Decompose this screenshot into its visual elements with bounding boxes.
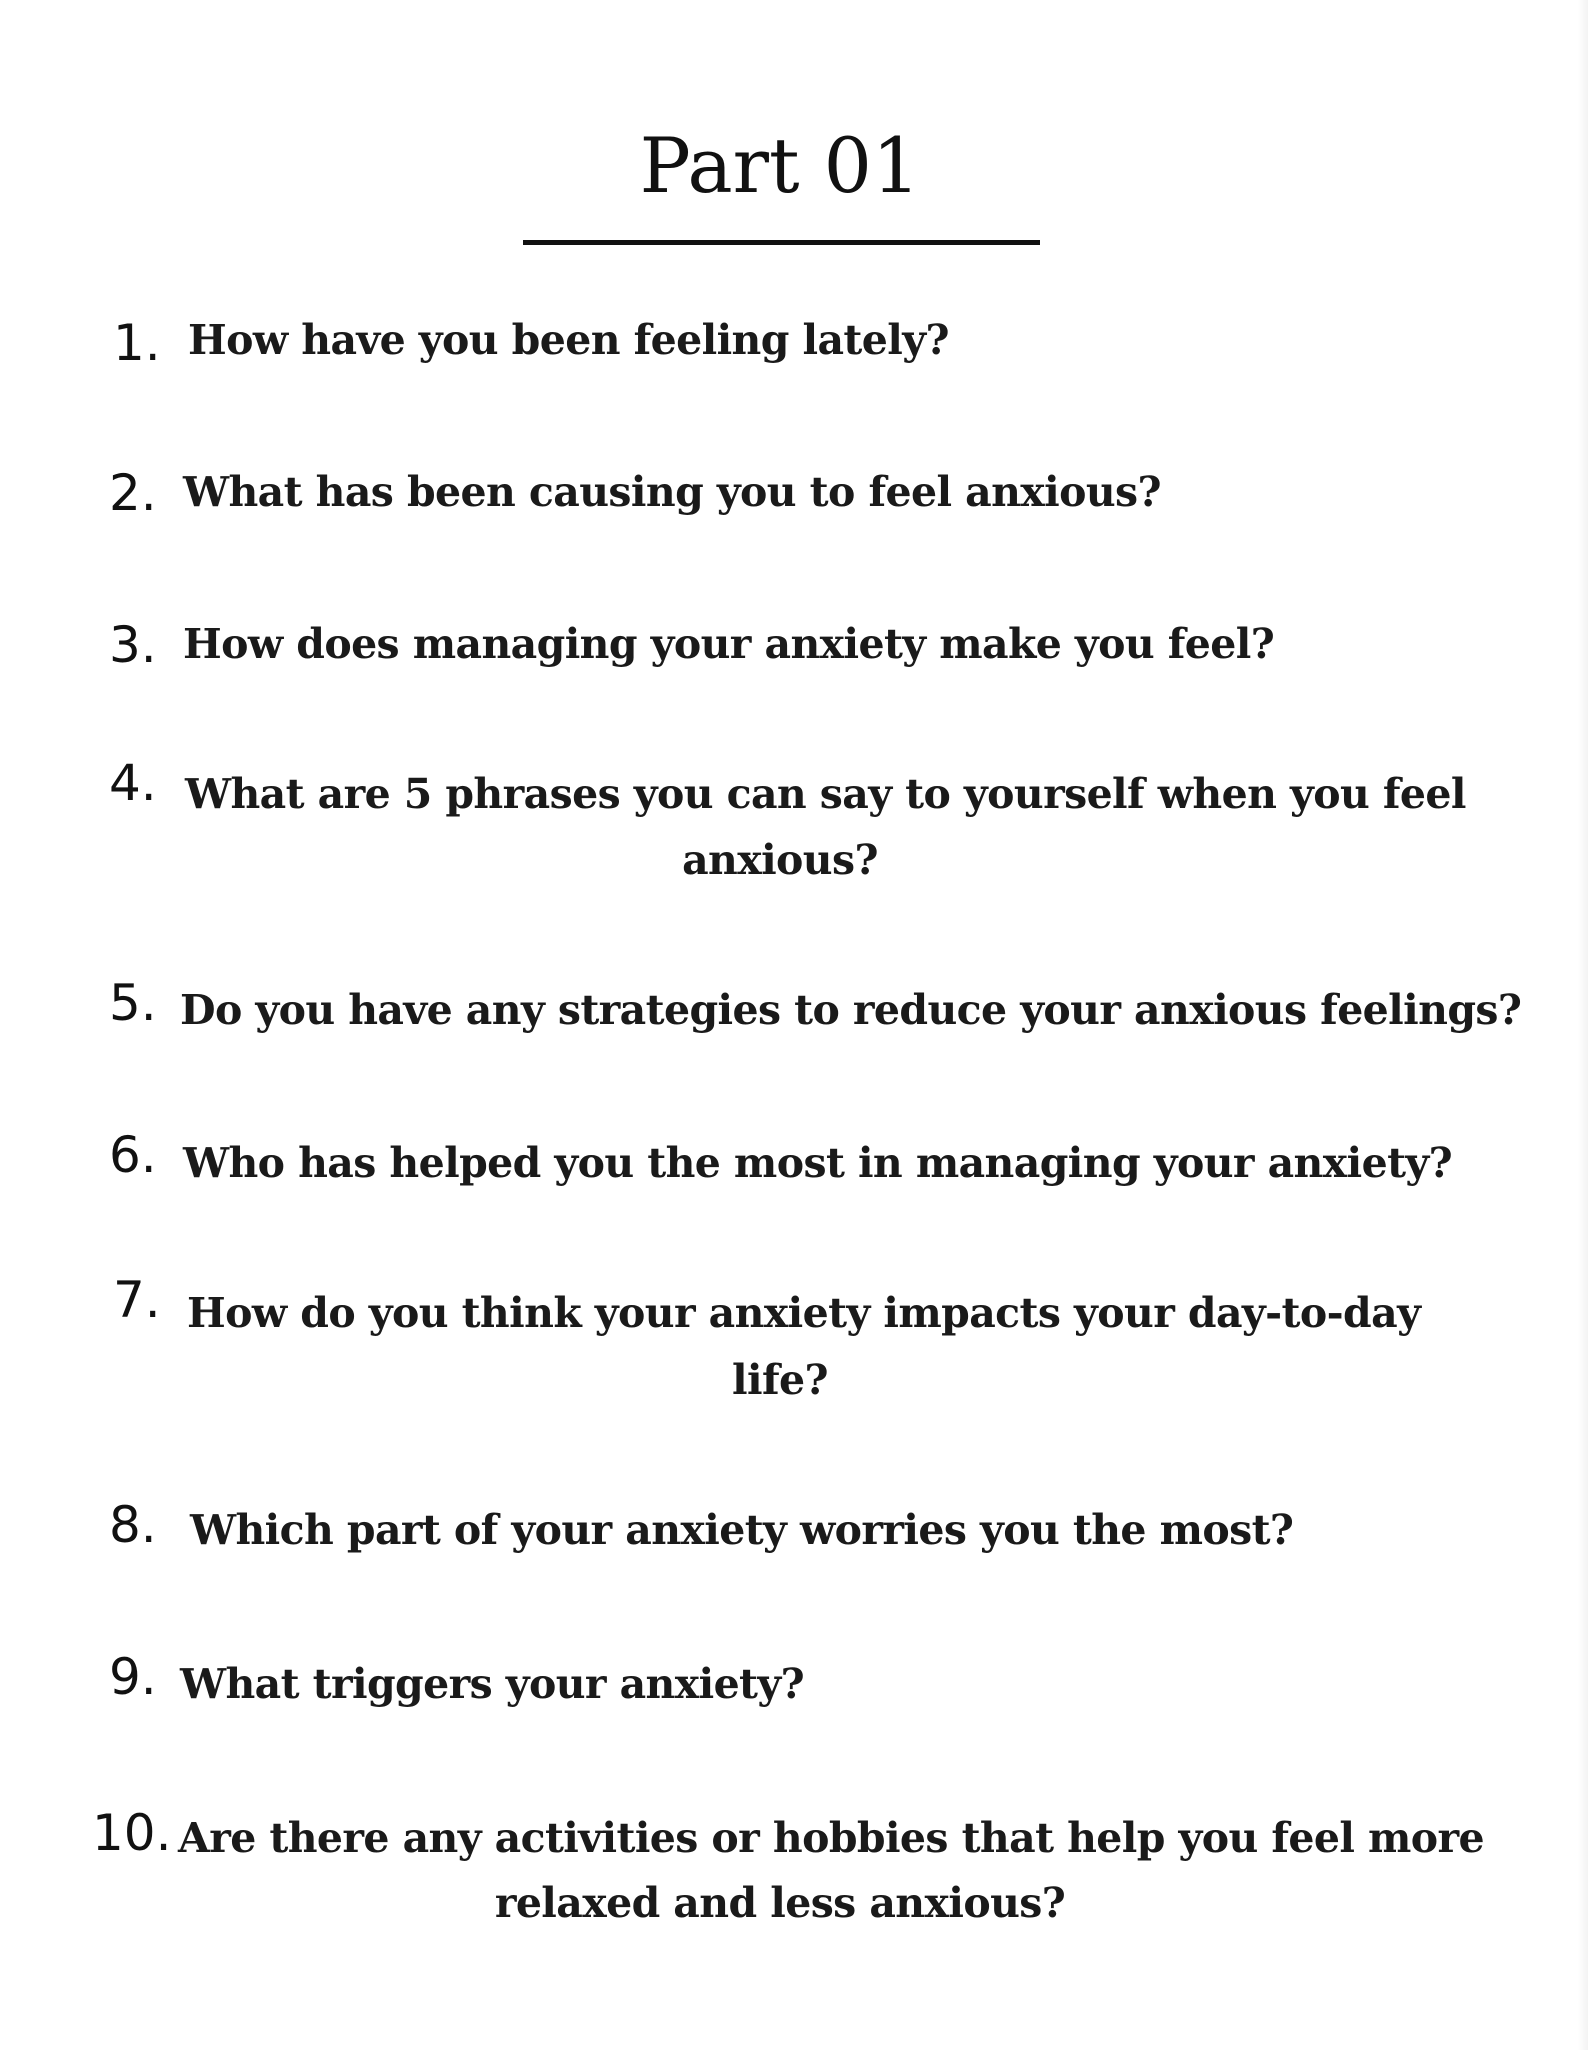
question-text: Who has helped you the most in managing your anxiety?: [183, 1139, 1453, 1187]
question-number: 1.: [113, 314, 161, 372]
question-number: 7.: [113, 1271, 161, 1329]
question-number: 3.: [109, 616, 157, 674]
page-title: Part 01: [639, 121, 921, 210]
question-text-continued: life?: [732, 1356, 828, 1404]
question-text: What triggers your anxiety?: [180, 1660, 805, 1708]
question-number: 8.: [109, 1496, 157, 1554]
question-text-continued: relaxed and less anxious?: [494, 1879, 1066, 1927]
question-text: Do you have any strategies to reduce your anxious feelings?: [180, 986, 1522, 1034]
question-text: How do you think your anxiety impacts your day-to-day: [187, 1289, 1421, 1337]
question-number: 5.: [109, 974, 157, 1032]
question-text: How does managing your anxiety make you feel?: [183, 620, 1275, 668]
question-number: 9.: [109, 1648, 157, 1706]
question-text: What has been causing you to feel anxious?: [183, 468, 1161, 516]
question-text: Which part of your anxiety worries you the most?: [190, 1506, 1294, 1554]
page-edge-shadow: [1578, 0, 1588, 2050]
question-text: How have you been feeling lately?: [188, 316, 949, 364]
question-number: 10.: [92, 1804, 172, 1862]
question-text-continued: anxious?: [682, 836, 878, 884]
question-text: What are 5 phrases you can say to yourself when you feel: [185, 770, 1466, 818]
title-underline: [523, 240, 1040, 245]
question-number: 4.: [109, 754, 157, 812]
question-number: 2.: [109, 464, 157, 522]
question-number: 6.: [109, 1126, 157, 1184]
question-text: Are there any activities or hobbies that help you feel more: [178, 1814, 1485, 1862]
